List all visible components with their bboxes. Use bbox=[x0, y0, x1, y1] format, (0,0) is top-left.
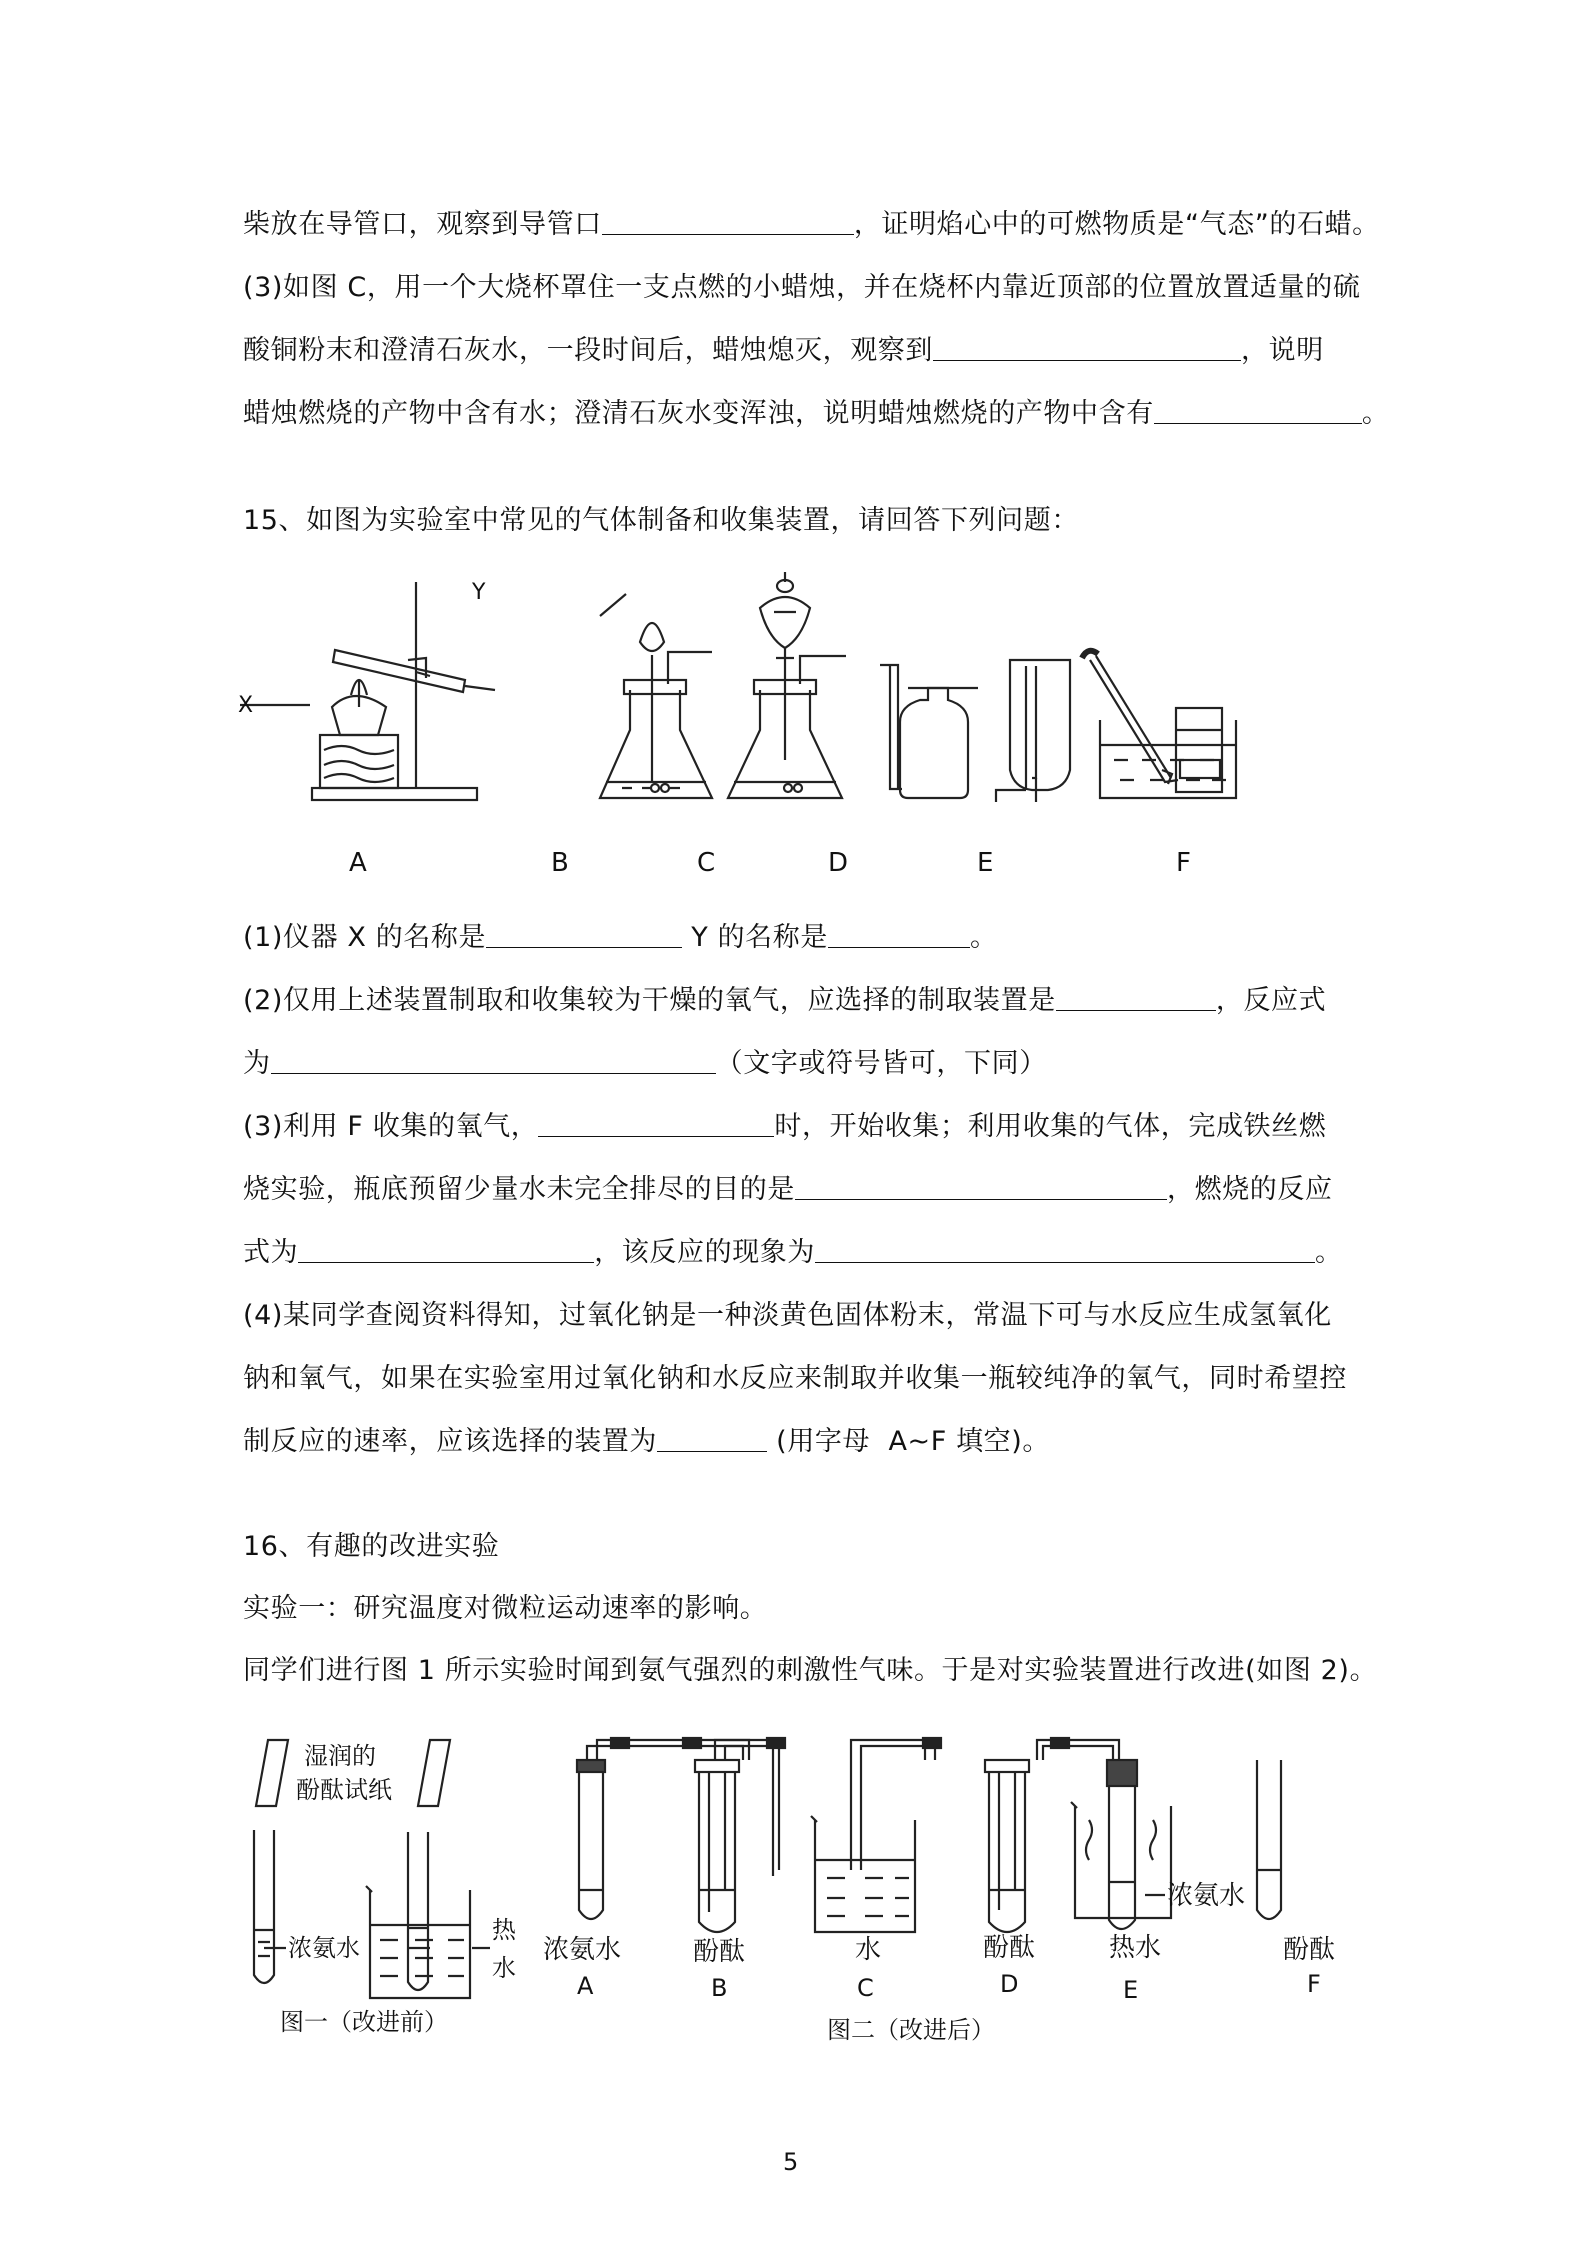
q15-part-4c bbox=[243, 1422, 1050, 1462]
q15-part-1 bbox=[243, 918, 998, 958]
fig-label-f: F bbox=[1176, 848, 1191, 878]
label-x: X bbox=[238, 693, 254, 718]
answer-blank[interactable] bbox=[486, 921, 682, 948]
apparatus-d bbox=[800, 560, 978, 798]
answer-blank[interactable] bbox=[795, 1173, 1167, 1200]
fig-label-c: C bbox=[697, 848, 716, 878]
hot-label-1: 热 bbox=[492, 1916, 516, 1944]
label-a-top: 浓氨水 bbox=[543, 1935, 622, 1965]
apparatus-a bbox=[240, 582, 495, 800]
q14-text-4b: 。 bbox=[1361, 398, 1390, 429]
fig1-caption: 图一（改进前） bbox=[280, 2008, 448, 2036]
answer-blank[interactable] bbox=[933, 334, 1241, 361]
q14-line-4 bbox=[243, 394, 1389, 434]
label-f-top: 酚酞 bbox=[1283, 1935, 1336, 1965]
fig-label-e: E bbox=[977, 848, 994, 878]
q15-text: 时，开始收集；利用收集的气体，完成铁丝燃 bbox=[774, 1111, 1327, 1142]
label-e-ammonia: 浓氨水 bbox=[1167, 1881, 1246, 1911]
q15-part-2b bbox=[243, 1044, 1047, 1084]
fig2-caption: 图二（改进后） bbox=[827, 2016, 995, 2044]
fig-label-d: D bbox=[828, 848, 849, 878]
ammonia-label: 浓氨水 bbox=[288, 1934, 360, 1962]
q15-text: ，该反应的现象为 bbox=[594, 1237, 816, 1268]
q15-text: 烧实验，瓶底预留少量水未完全排尽的目的是 bbox=[243, 1174, 795, 1205]
q16-title: 16、有趣的改进实验 bbox=[243, 1531, 500, 1562]
answer-blank[interactable] bbox=[271, 1047, 716, 1074]
q15-text: Y 的名称是 bbox=[682, 922, 828, 953]
q15-text: 。 bbox=[1315, 1237, 1343, 1268]
q15-text: ，反应式 bbox=[1215, 985, 1327, 1016]
q14-text-1a: 柴放在导管口，观察到导管口 bbox=[243, 209, 602, 240]
q15-text: （文字或符号皆可，下同） bbox=[715, 1048, 1047, 1079]
paper-label-2: 酚酞试纸 bbox=[296, 1776, 392, 1804]
q15-text: 制反应的速率，应该选择的装置为 bbox=[243, 1426, 657, 1457]
q14-text-3b: ，说明 bbox=[1241, 335, 1324, 366]
hot-label-2: 水 bbox=[492, 1954, 516, 1982]
letter-f: F bbox=[1307, 1970, 1321, 1998]
letter-a: A bbox=[577, 1972, 594, 2000]
q16-exp1: 实验一：研究温度对微粒运动速率的影响。 bbox=[243, 1593, 768, 1624]
letter-c: C bbox=[857, 1974, 874, 2002]
label-c-top: 水 bbox=[855, 1935, 882, 1965]
q15-apparatus-figure bbox=[240, 560, 1280, 820]
letter-d: D bbox=[1000, 1970, 1019, 1998]
letter-b: B bbox=[711, 1974, 728, 2002]
q15-title: 15、如图为实验室中常见的气体制备和收集装置，请回答下列问题： bbox=[243, 505, 1079, 536]
label-b-top: 酚酞 bbox=[693, 1937, 746, 1967]
q15-part-4b: 钠和氧气，如果在实验室用过氧化钠和水反应来制取并收集一瓶较纯净的氧气，同时希望控 bbox=[243, 1363, 1347, 1394]
paper-label-1: 湿润的 bbox=[304, 1742, 376, 1770]
fig-label-a: A bbox=[349, 848, 367, 878]
q15-text: (3)利用 F 收集的氧气， bbox=[243, 1111, 539, 1142]
q14-line-2: (3)如图 C，用一个大烧杯罩住一支点燃的小蜡烛，并在烧杯内靠近顶部的位置放置适量的硫 bbox=[243, 272, 1361, 303]
letter-e: E bbox=[1123, 1976, 1139, 2004]
q15-text: 式为 bbox=[243, 1237, 299, 1268]
q15-part-3b bbox=[243, 1170, 1333, 1210]
apparatus-c bbox=[728, 572, 846, 798]
q16-desc: 同学们进行图 1 所示实验时闻到氨气强烈的刺激性气味。于是对实验装置进行改进(如图 2)。 bbox=[243, 1655, 1378, 1686]
answer-blank[interactable] bbox=[1154, 397, 1362, 424]
answer-blank[interactable] bbox=[538, 1110, 774, 1137]
apparatus-b bbox=[600, 594, 712, 798]
answer-blank[interactable] bbox=[1056, 984, 1216, 1011]
q14-text-1b: ，证明焰心中的可燃物质是“气态”的石蜡。 bbox=[853, 209, 1380, 240]
answer-blank[interactable] bbox=[828, 921, 970, 948]
label-y: Y bbox=[472, 580, 486, 605]
answer-blank[interactable] bbox=[298, 1236, 594, 1263]
q15-part-2 bbox=[243, 981, 1326, 1021]
q15-part-3 bbox=[243, 1107, 1326, 1147]
q15-text: (1)仪器 X 的名称是 bbox=[243, 922, 487, 953]
q15-text: (用字母 A~F 填空)。 bbox=[767, 1426, 1051, 1457]
answer-blank[interactable] bbox=[657, 1425, 767, 1452]
page-number: 5 bbox=[783, 2148, 799, 2176]
apparatus-e bbox=[958, 560, 1070, 802]
q16-figure-2 bbox=[545, 1720, 1375, 2050]
q15-part-4: (4)某同学查阅资料得知，过氧化钠是一种淡黄色固体粉末，常温下可与水反应生成氢氧化 bbox=[243, 1300, 1332, 1331]
answer-blank[interactable] bbox=[815, 1236, 1315, 1263]
q15-text: ，燃烧的反应 bbox=[1167, 1174, 1333, 1205]
q14-line-3 bbox=[243, 331, 1324, 371]
q16-figure-1 bbox=[240, 1730, 570, 2050]
apparatus-f bbox=[1082, 651, 1236, 798]
q15-text: (2)仅用上述装置制取和收集较为干燥的氧气，应选择的制取装置是 bbox=[243, 985, 1056, 1016]
q15-text: 。 bbox=[969, 922, 998, 953]
q14-text-3a: 酸铜粉末和澄清石灰水，一段时间后，蜡烛熄灭，观察到 bbox=[243, 335, 933, 366]
answer-blank[interactable] bbox=[602, 208, 854, 235]
fig-label-b: B bbox=[551, 848, 569, 878]
q15-part-3c bbox=[243, 1233, 1343, 1273]
label-e-top: 热水 bbox=[1109, 1933, 1162, 1963]
q15-text: 为 bbox=[243, 1048, 271, 1079]
label-d-top: 酚酞 bbox=[983, 1933, 1036, 1963]
q14-line-1 bbox=[243, 205, 1380, 245]
q14-text-4a: 蜡烛燃烧的产物中含有水；澄清石灰水变浑浊，说明蜡烛燃烧的产物中含有 bbox=[243, 398, 1154, 429]
